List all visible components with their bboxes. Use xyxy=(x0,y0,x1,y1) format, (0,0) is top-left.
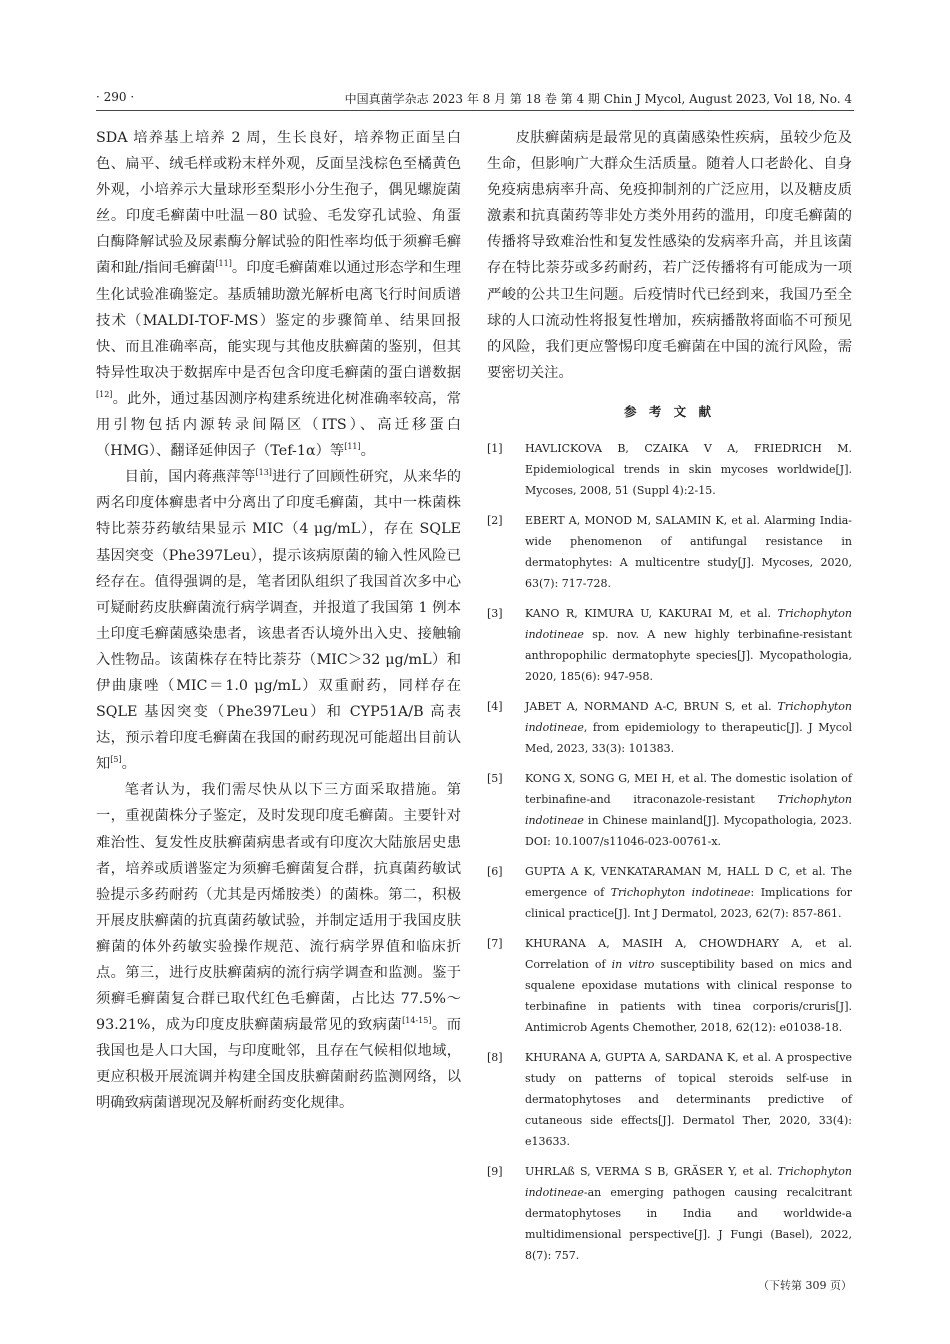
reference-item xyxy=(487,1161,852,1266)
reference-number: [5] xyxy=(487,771,503,785)
reference-italic: in vitro xyxy=(611,957,655,971)
citation: [14-15] xyxy=(402,1016,432,1026)
reference-item xyxy=(487,861,852,924)
page-number: · 290 · xyxy=(96,90,135,104)
citation: [11] xyxy=(344,442,361,452)
reference-number: [9] xyxy=(487,1164,503,1178)
reference-text: in Chinese mainland[J]. Mycopathologia, 2023. DOI: 10.1007/s11046-023-00761-x. xyxy=(525,813,852,848)
paragraph-recommendations xyxy=(96,777,461,1116)
citation: [13] xyxy=(255,468,272,478)
text-run: 进行了回顾性研究，从来华的两名印度体癣患者中分离出了印度毛癣菌，其中一株菌株特比萘芬药敏结果显示 MIC（4 μg/mL），存在 SQLE 基因突变（Phe397Leu），提示该病原菌的输入性风险已经存在。值得强调的是，笔者团队组织了我国首次多中心可疑耐药皮肤癣菌流行病学调查，并报道了我国第 1 例本土印度毛癣菌感染患者，该患者否认境外出入史、接触输入性物品。该菌株存在特比萘芬（MIC＞32 μg/mL）和伊曲康唑（MIC＝1.0 μg/mL）双重耐药，同样存在 SQLE 基因突变（Phe397Leu）和 CYP51A/B 高表达，预示着印度毛癣菌在我国的耐药现况可能超出目前认知 xyxy=(96,469,462,773)
reference-list xyxy=(487,438,852,1266)
reference-number: [7] xyxy=(487,936,503,950)
paragraph-conclusion: 皮肤癣菌病是最常见的真菌感染性疾病，虽较少危及生命，但影响广大群众生活质量。随着人口老龄化、自身免疫病患病率升高、免疫抑制剂的广泛应用，以及糖皮质激素和抗真菌药等非处方类外用药的滥用，印度毛癣菌的传播将导致难治性和复发性感染的发病率升高，并且该菌存在特比萘芬或多药耐药，若广泛传播将有可能成为一项严峻的公共卫生问题。后疫情时代已经到来，我国乃至全球的人口流动性将报复性增加，疾病播散将面临不可预见的风险，我们更应警惕印度毛癣菌在中国的流行风险，需要密切关注。 xyxy=(487,130,852,381)
paragraph-identification xyxy=(96,125,461,464)
reference-text: KHURANA A, GUPTA A, SARDANA K, et al. A prospective study on patterns of topical steroids self-use in dermatophytoses and determinants predictive of cutaneous side effects[J]. Dermatol Ther, 2020, 33(4): e13633. xyxy=(525,1050,852,1148)
text-run: 。而我国也是人口大国，与印度毗邻，且存在气候相似地域，更应积极开展流调并构建全国皮肤癣菌耐药监测网络，以明确致病菌谱现况及解析耐药变化规律。 xyxy=(96,1017,461,1112)
reference-item xyxy=(487,603,852,687)
text-run: 笔者认为，我们需尽快从以下三方面采取措施。第一，重视菌株分子鉴定，及时发现印度毛癣菌。主要针对难治性、复发性皮肤癣菌病患者或有印度次大陆旅居史患者，培养或质谱鉴定为须癣毛癣菌复合群，抗真菌药敏试验提示多药耐药（尤其是丙烯胺类）的菌株。第二，积极开展皮肤癣菌的抗真菌药敏试验，并制定适用于我国皮肤癣菌的体外药敏实验操作规范、流行病学界值和临床折点。第三，进行皮肤癣菌病的流行病学调查和监测。鉴于须癣毛癣菌复合群已取代红色毛癣菌，占比达 77.5%～93.21%，成为印度皮肤癣菌病最常见的致病菌 xyxy=(96,782,461,1034)
right-column xyxy=(487,125,852,1296)
citation: [5] xyxy=(110,755,122,765)
reference-text: , from epidemiology to therapeutic[J]. J Mycol Med, 2023, 33(3): 101383. xyxy=(525,720,852,755)
paragraph-domestic-status xyxy=(96,464,461,777)
reference-number: [1] xyxy=(487,441,503,455)
citation: [12] xyxy=(96,390,113,400)
reference-text: KANO R, KIMURA U, KAKURAI M, et al. xyxy=(525,606,778,620)
reference-text: : Implications for clinical practice[J]. Int J Dermatol, 2023, 62(7): 857-861. xyxy=(525,885,853,920)
reference-italic: Trichophyton indotineae xyxy=(525,699,852,734)
reference-text: sp. nov. A new highly terbinafine-resistant anthropophilic dermatophyte species[J]. Mycopathologia, 2020, 185(6): 947-958. xyxy=(525,627,852,683)
references-heading: 参 考 文 献 xyxy=(623,403,716,419)
reference-item xyxy=(487,438,852,501)
reference-number: [3] xyxy=(487,606,503,620)
reference-text: KONG X, SONG G, MEI H, et al. The domestic isolation of terbinafine-and itraconazole-resistant xyxy=(525,771,852,806)
reference-item xyxy=(487,510,852,594)
reference-number: [4] xyxy=(487,699,503,713)
reference-item xyxy=(487,933,852,1038)
reference-text: KHURANA A, MASIH A, CHOWDHARY A, et al. Correlation of xyxy=(525,936,852,971)
reference-text: UHRLAß S, VERMA S B, GRÄSER Y, et al. xyxy=(525,1164,778,1178)
reference-text: HAVLICKOVA B, CZAIKA V A, FRIEDRICH M. Epidemiological trends in skin mycoses worldwide[J]. Mycoses, 2008, 51 (Suppl 4):2-15. xyxy=(525,441,852,497)
reference-number: [6] xyxy=(487,864,503,878)
reference-text: -an emerging pathogen causing recalcitrant dermatophytoses in India and worldwide-a multidimensional perspective[J]. J Fungi (Basel), 2022, 8(7): 757. xyxy=(525,1185,852,1262)
text-run: SDA 培养基上培养 2 周，生长良好，培养物正面呈白色、扁平、绒毛样或粉末样外观，反面呈浅棕色至橘黄色外观，小培养示大量球形至梨形小分生孢子，偶见螺旋菌丝。印度毛癣菌中吐温－80 试验、毛发穿孔试验、角蛋白酶降解试验及尿素酶分解试验的阳性率均低于须癣毛癣菌和趾/指间毛癣菌 xyxy=(96,130,461,277)
reference-item xyxy=(487,696,852,759)
running-header xyxy=(96,88,854,111)
reference-text: JABET A, NORMAND A-C, BRUN S, et al. xyxy=(525,699,778,713)
reference-number: [2] xyxy=(487,513,503,527)
left-column xyxy=(96,125,461,1117)
text-run: 。印度毛癣菌难以通过形态学和生理生化试验准确鉴定。基质辅助激光解析电离飞行时间质谱技术（MALDI-TOF-MS）鉴定的步骤简单、结果回报快、而且准确率高，能实现与其他皮肤癣菌的鉴别，但其特异性取决于数据库中是否包含印度毛癣菌的蛋白谱数据 xyxy=(96,260,461,381)
reference-number: [8] xyxy=(487,1050,503,1064)
reference-item xyxy=(487,768,852,852)
citation: [11] xyxy=(215,259,232,269)
reference-text: GUPTA A K, VENKATARAMAN M, HALL D C, et al. The emergence of xyxy=(525,864,852,899)
text-run: 。 xyxy=(360,443,375,460)
reference-text: susceptibility based on mics and squalene epoxidase mutations with clinical response to terbinafine in patients with tinea corporis/cruris[J]. Antimicrob Agents Chemother, 2018, 62(12): e01038-18. xyxy=(525,957,852,1034)
text-run: 目前，国内蒋燕萍等 xyxy=(124,469,256,486)
text-run: 。 xyxy=(121,756,136,773)
reference-italic: Trichophyton indotineae xyxy=(525,606,852,641)
text-run: 。此外，通过基因测序构建系统进化树准确率较高，常用引物包括内源转录间隔区（ITS）、高迁移蛋白（HMG）、翻译延伸因子（Tef-1α）等 xyxy=(96,390,461,460)
reference-text: EBERT A, MONOD M, SALAMIN K, et al. Alarming India-wide phenomenon of antifungal resistance in dermatophytes: A multicentre study[J]. Mycoses, 2020, 63(7): 717-728. xyxy=(525,513,852,590)
reference-item xyxy=(487,1047,852,1152)
reference-italic: Trichophyton indotineae xyxy=(525,1164,852,1199)
reference-italic: Trichophyton indotineae xyxy=(610,885,751,899)
reference-italic: Trichophyton indotineae xyxy=(525,792,852,827)
continued-note: （下转第 309 页） xyxy=(758,1278,852,1292)
journal-info: 中国真菌学杂志 2023 年 8 月 第 18 卷 第 4 期 Chin J Mycol, August 2023, Vol 18, No. 4 xyxy=(344,92,852,106)
